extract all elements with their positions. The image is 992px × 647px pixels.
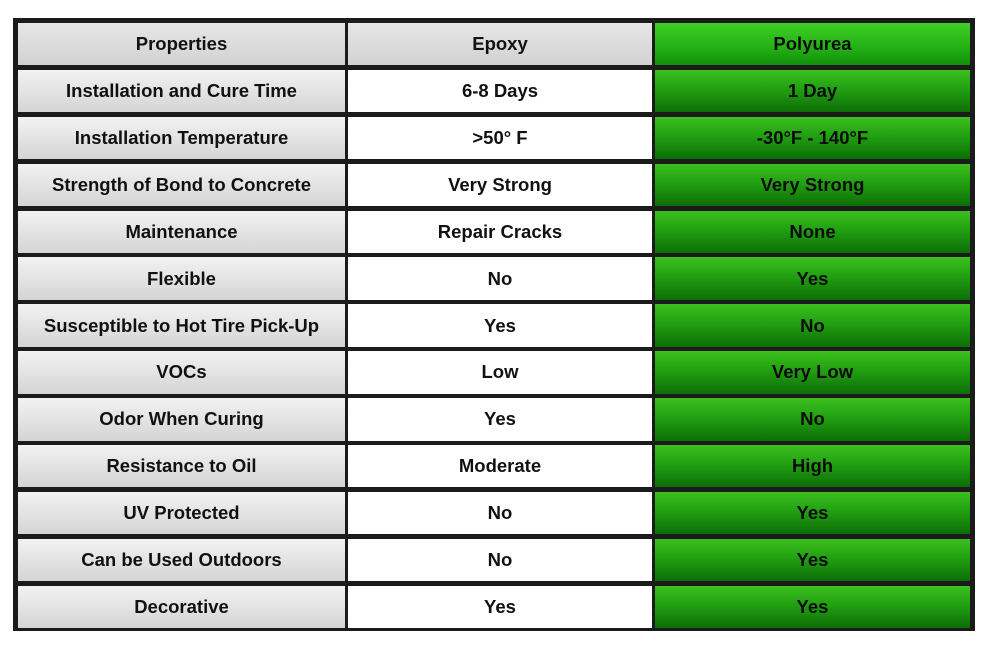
row-property: Installation and Cure Time xyxy=(18,70,345,112)
row-epoxy-value: Yes xyxy=(348,304,652,346)
row-polyurea-value: None xyxy=(655,211,970,253)
row-epoxy-value: Very Strong xyxy=(348,164,652,206)
row-property: Odor When Curing xyxy=(18,398,345,440)
row-polyurea-value: High xyxy=(655,445,970,487)
row-property: Decorative xyxy=(18,586,345,628)
row-property: Flexible xyxy=(18,257,345,299)
row-polyurea-value: No xyxy=(655,398,970,440)
row-epoxy-value: Yes xyxy=(348,586,652,628)
row-polyurea-value: 1 Day xyxy=(655,70,970,112)
comparison-grid xyxy=(18,23,970,628)
row-epoxy-value: Repair Cracks xyxy=(348,211,652,253)
row-property: Maintenance xyxy=(18,211,345,253)
row-epoxy-value: Low xyxy=(348,351,652,393)
header-properties: Properties xyxy=(18,23,345,65)
row-polyurea-value: Very Low xyxy=(655,351,970,393)
row-property: Can be Used Outdoors xyxy=(18,539,345,581)
row-polyurea-value: Yes xyxy=(655,492,970,534)
row-epoxy-value: No xyxy=(348,492,652,534)
row-property: UV Protected xyxy=(18,492,345,534)
row-polyurea-value: Yes xyxy=(655,586,970,628)
row-epoxy-value: No xyxy=(348,539,652,581)
row-property: Resistance to Oil xyxy=(18,445,345,487)
row-polyurea-value: Yes xyxy=(655,539,970,581)
row-property: Strength of Bond to Concrete xyxy=(18,164,345,206)
row-epoxy-value: >50° F xyxy=(348,117,652,159)
row-property: Installation Temperature xyxy=(18,117,345,159)
header-polyurea: Polyurea xyxy=(655,23,970,65)
row-epoxy-value: 6-8 Days xyxy=(348,70,652,112)
row-epoxy-value: No xyxy=(348,257,652,299)
header-epoxy: Epoxy xyxy=(348,23,652,65)
row-polyurea-value: Yes xyxy=(655,257,970,299)
row-property: Susceptible to Hot Tire Pick-Up xyxy=(18,304,345,346)
row-epoxy-value: Yes xyxy=(348,398,652,440)
row-polyurea-value: No xyxy=(655,304,970,346)
row-polyurea-value: -30°F - 140°F xyxy=(655,117,970,159)
row-epoxy-value: Moderate xyxy=(348,445,652,487)
row-property: VOCs xyxy=(18,351,345,393)
row-polyurea-value: Very Strong xyxy=(655,164,970,206)
comparison-table xyxy=(13,18,975,631)
